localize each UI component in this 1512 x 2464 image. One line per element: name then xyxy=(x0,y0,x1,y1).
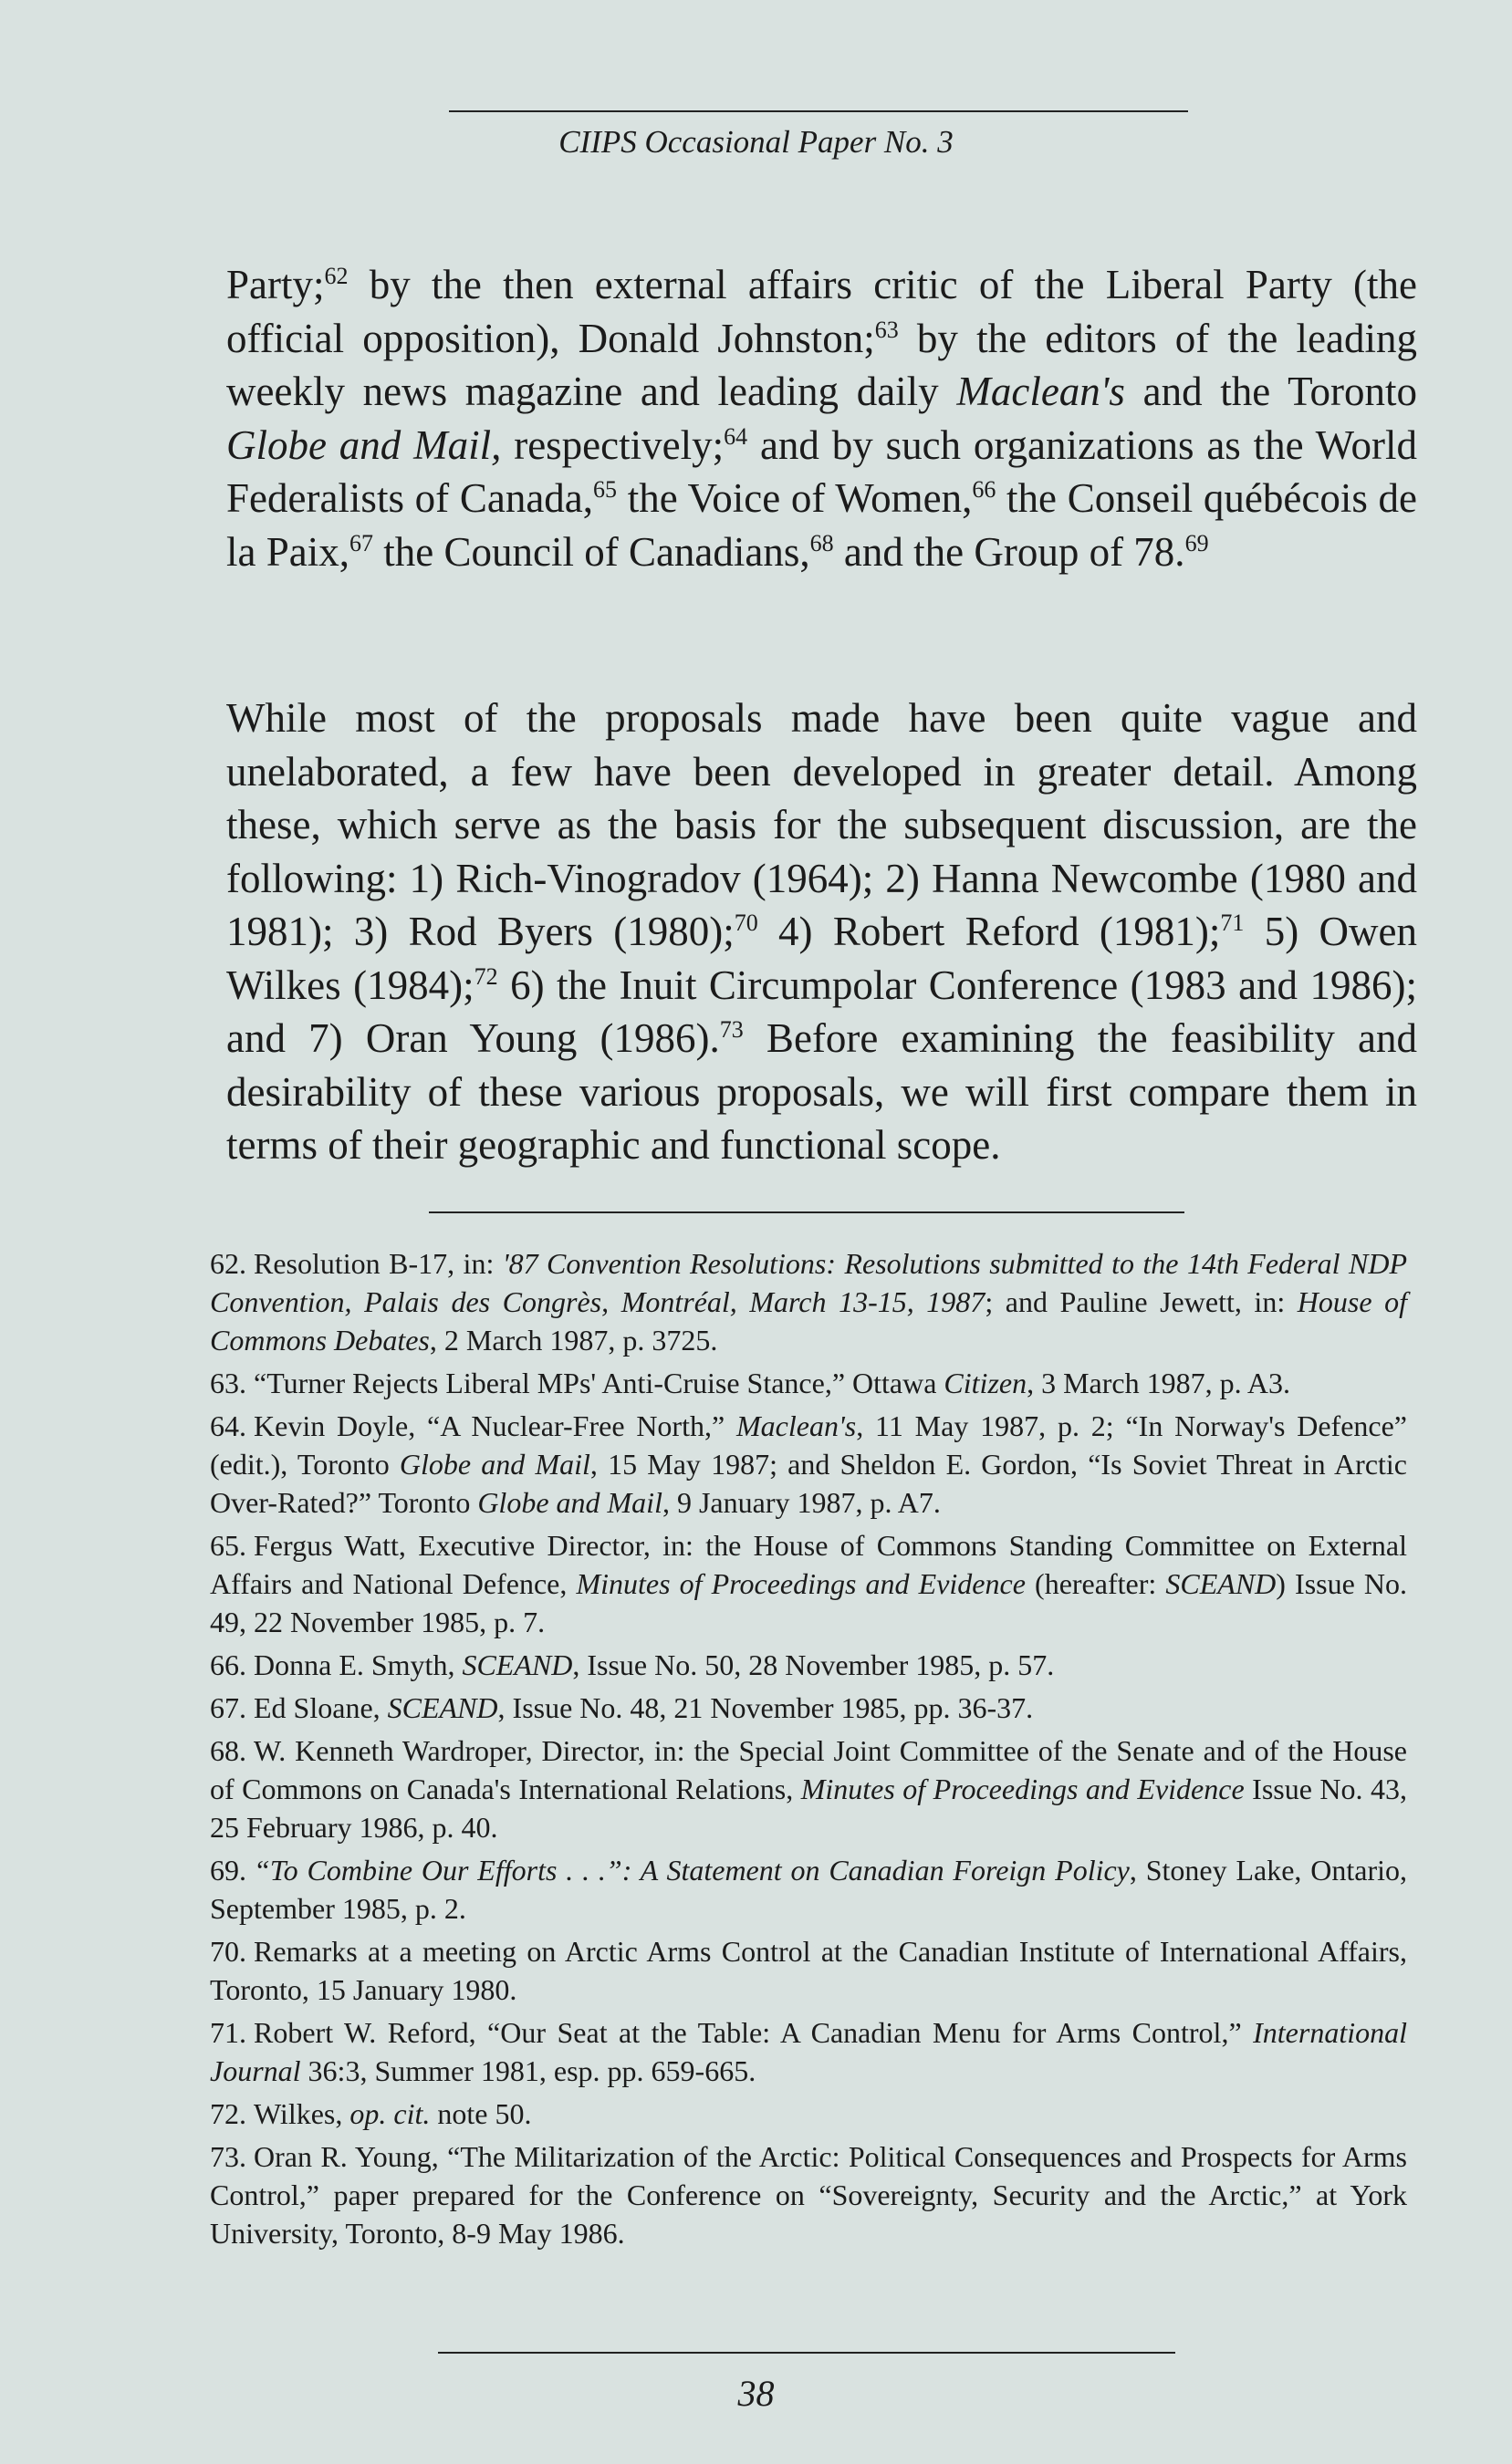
footnote-ref-64: 64 xyxy=(724,422,748,450)
footnote-ref-65: 65 xyxy=(593,476,618,503)
page-number: 38 xyxy=(737,2373,775,2414)
footnote-71: 71. Robert W. Reford, “Our Seat at the Table: A Canadian Menu for Arms Control,” International Journal 36:3, Summer 1981, esp. pp. 659-665. xyxy=(210,2016,1407,2087)
footnotes xyxy=(210,1244,1407,2257)
footnote-ref-62: 62 xyxy=(324,263,349,289)
body-paragraph-2: While most of the proposals made have been quite vague and unelaborated, a few have been developed in greater detail. Among these, which serve as the basis for the subsequent discussion, are the following: 1) Rich-Vinogradov (1964); 2) Hanna Newcombe (1980 and 1981); 3) Rod Byers (1980);$^{70}$ 4) Robert Reford (1981);$^{71}$ 5) Owen Wilkes (1984);$^{72}$ 6) the Inuit Circumpolar Conference (1983 and 1986); and 7) Oran Young (1986).$^{73}$ Before examining the feasibility and desirability of these various proposals, we will first compare them in terms of their geographic and functional scope. xyxy=(226,695,1418,1168)
footnote-67: 67. Ed Sloane, SCEAND, Issue No. 48, 21 November 1985, pp. 36-37. xyxy=(210,1691,1034,1724)
footnote-62: 62. Resolution B-17, in: '87 Convention Resolutions: Resolutions submitted to the 14th Federal NDP Convention, Palais des Congrès, Montréal, March 13-15, 1987; and Pauline Jewett, in: House of Commons Debates, 2 March 1987, p. 3725. xyxy=(210,1247,1408,1357)
footnote-ref-67: 67 xyxy=(349,529,373,556)
footnote-ref-68: 68 xyxy=(809,529,834,556)
footnote-ref-69: 69 xyxy=(1184,529,1209,556)
footnote-ref-71: 71 xyxy=(1220,910,1245,936)
footer-rule xyxy=(438,2352,1175,2354)
footnote-ref-66: 66 xyxy=(972,476,996,503)
footnote-ref-63: 63 xyxy=(874,316,899,343)
footnote-ref-70: 70 xyxy=(734,910,758,936)
header-rule xyxy=(449,110,1188,112)
body-paragraph-1: Party;$^{62}$ by the then external affairs critic of the Liberal Party (the official opposition), Donald Johnston;$^{63}$ by the editors of the leading weekly news magazine and leading daily Maclean's and the Toronto Globe and Mail, respectively;$^{64}$ and by such organizations as the World Federalists of Canada,$^{65}$ the Voice of Women,$^{66}$ the Conseil québécois de la Paix,$^{67}$ the Council of Canadians,$^{68}$ and the Group of 78.69 xyxy=(226,262,1418,575)
footnote-65: 65. Fergus Watt, Executive Director, in: the House of Commons Standing Committee on External Affairs and National Defence, Minutes of Proceedings and Evidence (hereafter: SCEAND) Issue No. 49, 22 November 1985, p. 7. xyxy=(210,1529,1408,1638)
footnote-64: 64. Kevin Doyle, “A Nuclear-Free North,” Maclean's, 11 May 1987, p. 2; “In Norway's Defence” (edit.), Toronto Globe and Mail, 15 May 1987; and Sheldon E. Gordon, “Is Soviet Threat in Arctic Over-Rated?” Toronto Globe and Mail, 9 January 1987, p. A7. xyxy=(210,1409,1408,1519)
footnote-separator xyxy=(429,1211,1184,1213)
footnote-ref-72: 72 xyxy=(474,962,498,990)
footnote-70: 70. Remarks at a meeting on Arctic Arms Control at the Canadian Institute of International Affairs, Toronto, 15 January 1980. xyxy=(210,1935,1407,2006)
footnote-66: 66. Donna E. Smyth, SCEAND, Issue No. 50, 28 November 1985, p. 57. xyxy=(210,1648,1055,1681)
footnote-68: 68. W. Kenneth Wardroper, Director, in: the Special Joint Committee of the Senate and of the House of Commons on Canada's International Relations, Minutes of Proceedings and Evidence Issue No. 43, 25 February 1986, p. 40. xyxy=(210,1734,1408,1844)
footnote-63: 63. “Turner Rejects Liberal MPs' Anti-Cruise Stance,” Ottawa Citizen, 3 March 1987, p. A3. xyxy=(210,1367,1290,1399)
running-head: CIIPS Occasional Paper No. 3 xyxy=(558,124,954,160)
footnote-73: 73. Oran R. Young, “The Militarization of the Arctic: Political Consequences and Prospects for Arms Control,” paper prepared for the Conference on “Sovereignty, Security and the Arctic,” at York University, Toronto, 8-9 May 1986. xyxy=(210,2140,1407,2250)
footnote-72: 72. Wilkes, op. cit. note 50. xyxy=(210,2097,532,2130)
footnote-ref-73: 73 xyxy=(719,1016,744,1043)
footnote-69: 69. “To Combine Our Efforts . . .”: A Statement on Canadian Foreign Policy, Stoney Lake, Ontario, September 1985, p. 2. xyxy=(210,1854,1408,1925)
